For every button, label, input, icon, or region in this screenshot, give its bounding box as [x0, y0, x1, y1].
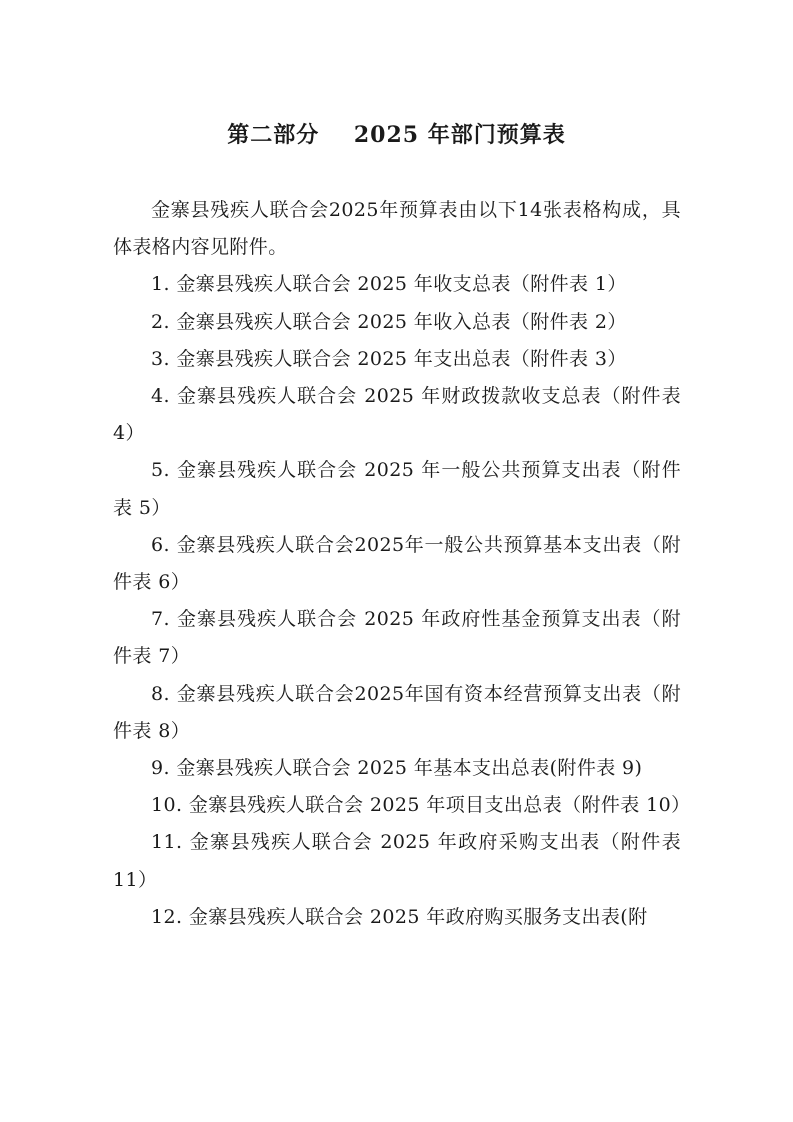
list-item: 11. 金寨县残疾人联合会 2025 年政府采购支出表（附件表 11）: [113, 831, 681, 891]
list-item: 6. 金寨县残疾人联合会2025年一般公共预算基本支出表（附件表 6）: [113, 533, 681, 594]
list-item: 5. 金寨县残疾人联合会 2025 年一般公共预算支出表（附件表 5）: [113, 459, 681, 519]
list-item: 7. 金寨县残疾人联合会 2025 年政府性基金预算支出表（附件表 7）: [113, 608, 681, 668]
list-item: 9. 金寨县残疾人联合会 2025 年基本支出总表(附件表 9): [151, 757, 643, 780]
page-title: 第二部分 2025 年部门预算表: [227, 122, 566, 148]
list-item: 8. 金寨县残疾人联合会2025年国有资本经营预算支出表（附件表 8）: [113, 682, 681, 742]
list-item: 1. 金寨县残疾人联合会 2025 年收支总表（附件表 1）: [151, 273, 627, 296]
intro-paragraph: 金寨县残疾人联合会2025年预算表由以下14张表格构成，具体表格内容见附件。: [113, 199, 681, 259]
list-item: 12. 金寨县残疾人联合会 2025 年政府购买服务支出表(附: [151, 905, 648, 928]
list-item: 4. 金寨县残疾人联合会 2025 年财政拨款收支总表（附件表 4）: [113, 385, 681, 445]
list-item: 2. 金寨县残疾人联合会 2025 年收入总表（附件表 2）: [151, 310, 627, 333]
document-body: [113, 192, 691, 936]
list-item: 3. 金寨县残疾人联合会 2025 年支出总表（附件表 3）: [151, 347, 627, 370]
list-item: 10. 金寨县残疾人联合会 2025 年项目支出总表（附件表 10）: [151, 794, 691, 817]
